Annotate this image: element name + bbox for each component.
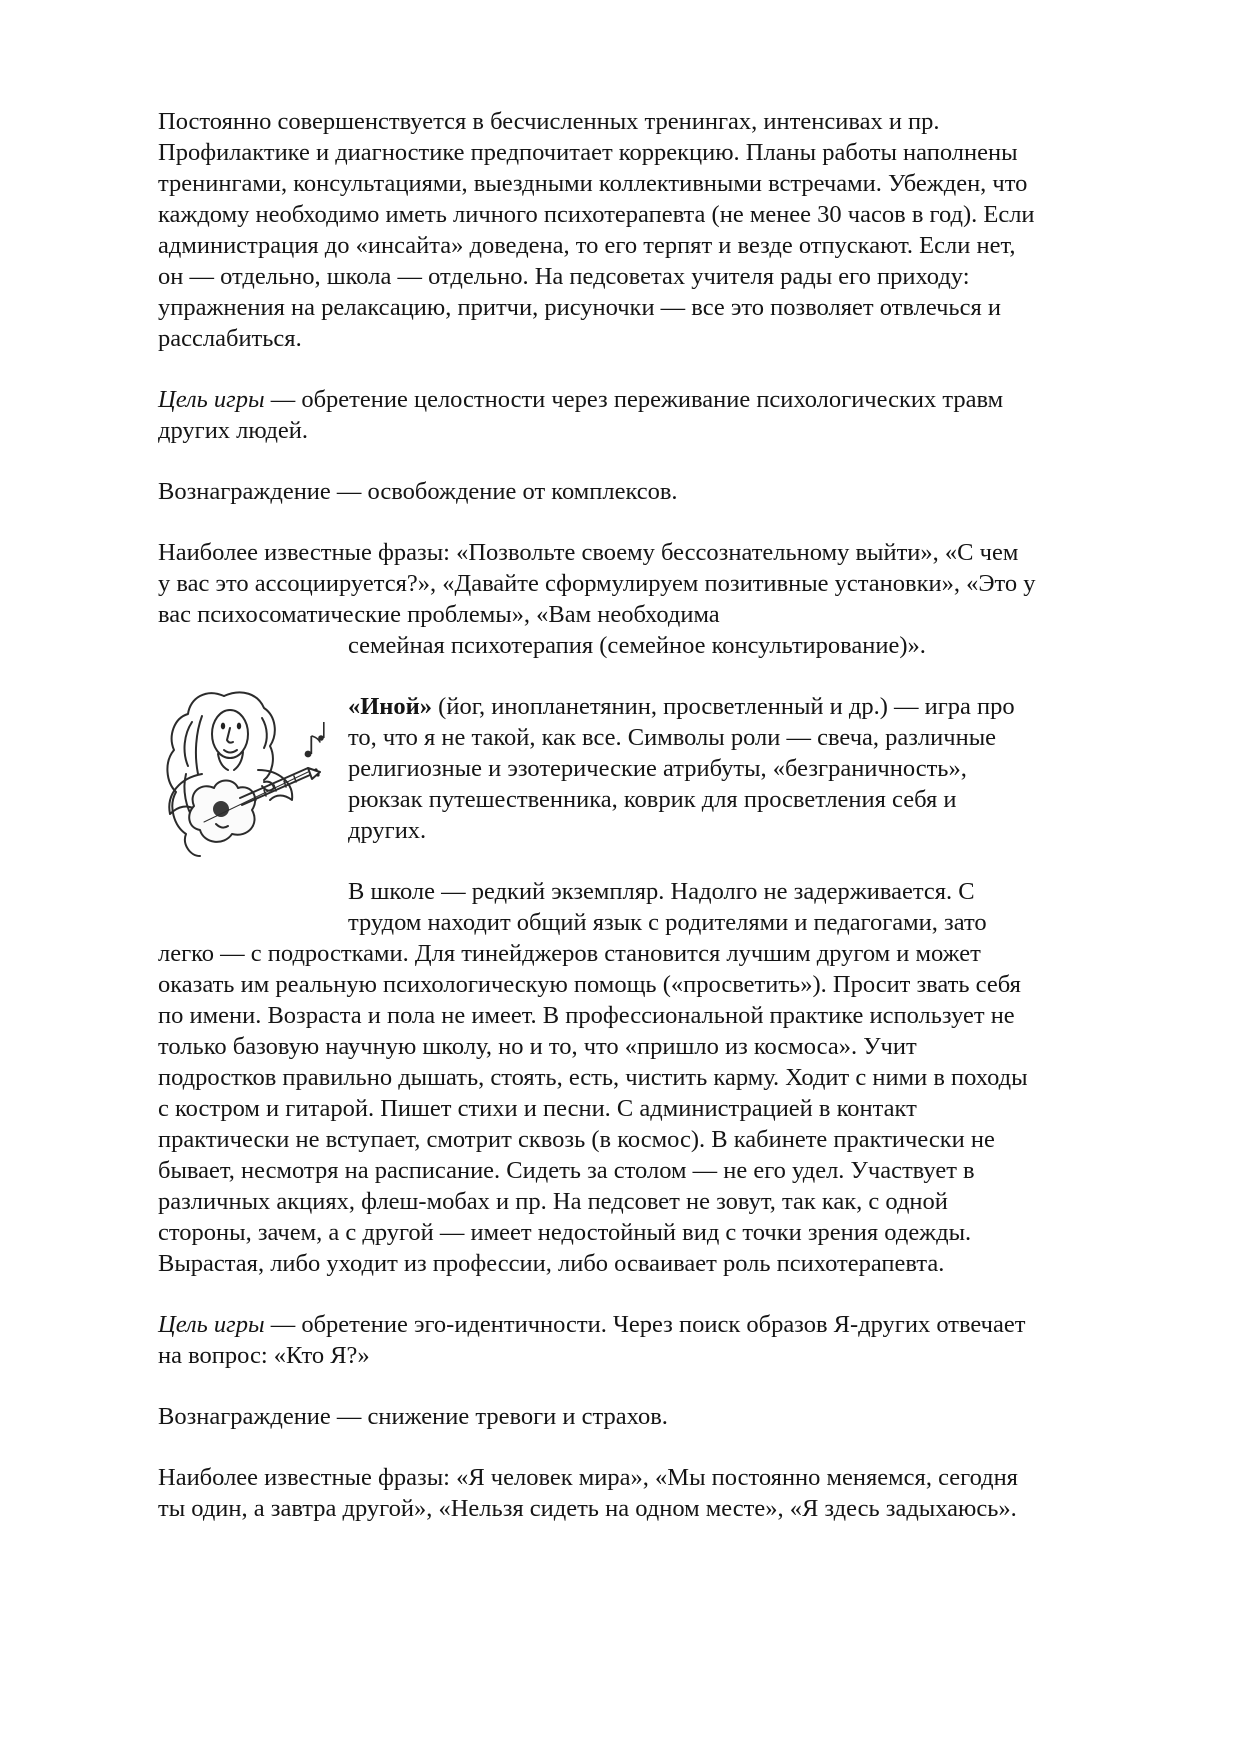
text-run: Наиболее известные фразы: «Я человек мира», «Мы постоянно меняемся, сегодня ты один, а завтра другой», «Нельзя сидеть на одном месте», «Я здесь задыхаюсь». <box>158 1464 1018 1522</box>
text-run: Вознаграждение — снижение тревоги и страхов. <box>158 1403 668 1430</box>
text-run: Наиболее известные фразы: «Позвольте своему бессознательному выйти», «С чем у вас это ассоциируется?», «Давайте сформулируем позитивные установки», «Это у вас психосоматические проблемы», «Вам необходима <box>158 539 1036 628</box>
paragraph <box>158 1309 1036 1371</box>
text-run: Вознаграждение — освобождение от комплексов. <box>158 478 678 505</box>
text-section-flow <box>158 630 1036 1524</box>
guitarist-sketch-icon <box>158 682 334 866</box>
italic-text-run: Цель игры <box>158 1311 265 1338</box>
text-run: — обретение целостности через переживание психологических травм других людей. <box>158 386 1004 444</box>
paragraph <box>158 106 1036 354</box>
text-section-top <box>158 106 1036 630</box>
paragraph <box>158 1401 1036 1432</box>
text-run: — обретение эго-идентичности. Через поиск образов Я-других отвечает на вопрос: «Кто Я?» <box>158 1311 1026 1369</box>
italic-text-run: Цель игры <box>158 386 265 413</box>
text-run: В школе — редкий экземпляр. Надолго не задерживается. С трудом находит общий язык с родителями и педагогами, зато легко — с подростками. Для тинейджеров становится лучшим другом и может оказать им реальную психологическую помощь («просветить»). Просит звать себя по имени. Возраста и пола не имеет. В профессиональной практике использует не только базовую научную школу, но и то, что «пришло из космоса». Учит подростков правильно дышать, стоять, есть, чистить карму. Ходит с ними в походы с костром и гитарой. Пишет стихи и песни. С администрацией в контакт практически не вступает, смотрит сквозь (в космос). В кабинете практически не бывает, несмотря на расписание. Сидеть за столом — не его удел. Участвует в различных акциях, флеш-мобах и пр. На педсовет не зовут, так как, с одной стороны, зачем, а с другой — имеет недостойный вид с точки зрения одежды. Вырастая, либо уходит из профессии, либо осваивает роль психотерапевта. <box>158 878 1028 1277</box>
guitarist-cartoon-image <box>158 630 336 920</box>
text-run: Постоянно совершенствуется в бесчисленных тренингах, интенсивах и пр. Профилактике и диагностике предпочитает коррекцию. Планы работы наполнены тренингами, консультациями, выездными коллективными встречами. Убежден, что каждому необходимо иметь личного психотерапевта (не менее 30 часов в год). Если администрация до «инсайта» доведена, то его терпят и везде отпускают. Если нет, он — отдельно, школа — отдельно. На педсоветах учителя рады его приходу: упражнения на релаксацию, притчи, рисуночки — все это позволяет отвлечься и расслабиться. <box>158 108 1035 352</box>
text-run: семейная психотерапия (семейное консультирование)». <box>348 632 926 659</box>
paragraph <box>158 876 1036 1279</box>
paragraph <box>158 476 1036 507</box>
paragraph <box>158 384 1036 446</box>
text-run: (йог, инопланетянин, просветленный и др.) — игра про то, что я не такой, как все. Символы роли — свеча, различные религиозные и эзотерические атрибуты, «безграничность», рюкзак путешественника, коврик для просветления себя и других. <box>348 693 1015 844</box>
paragraph <box>158 537 1036 630</box>
bold-text-run: «Иной» <box>348 693 433 720</box>
paragraph <box>158 1462 1036 1524</box>
